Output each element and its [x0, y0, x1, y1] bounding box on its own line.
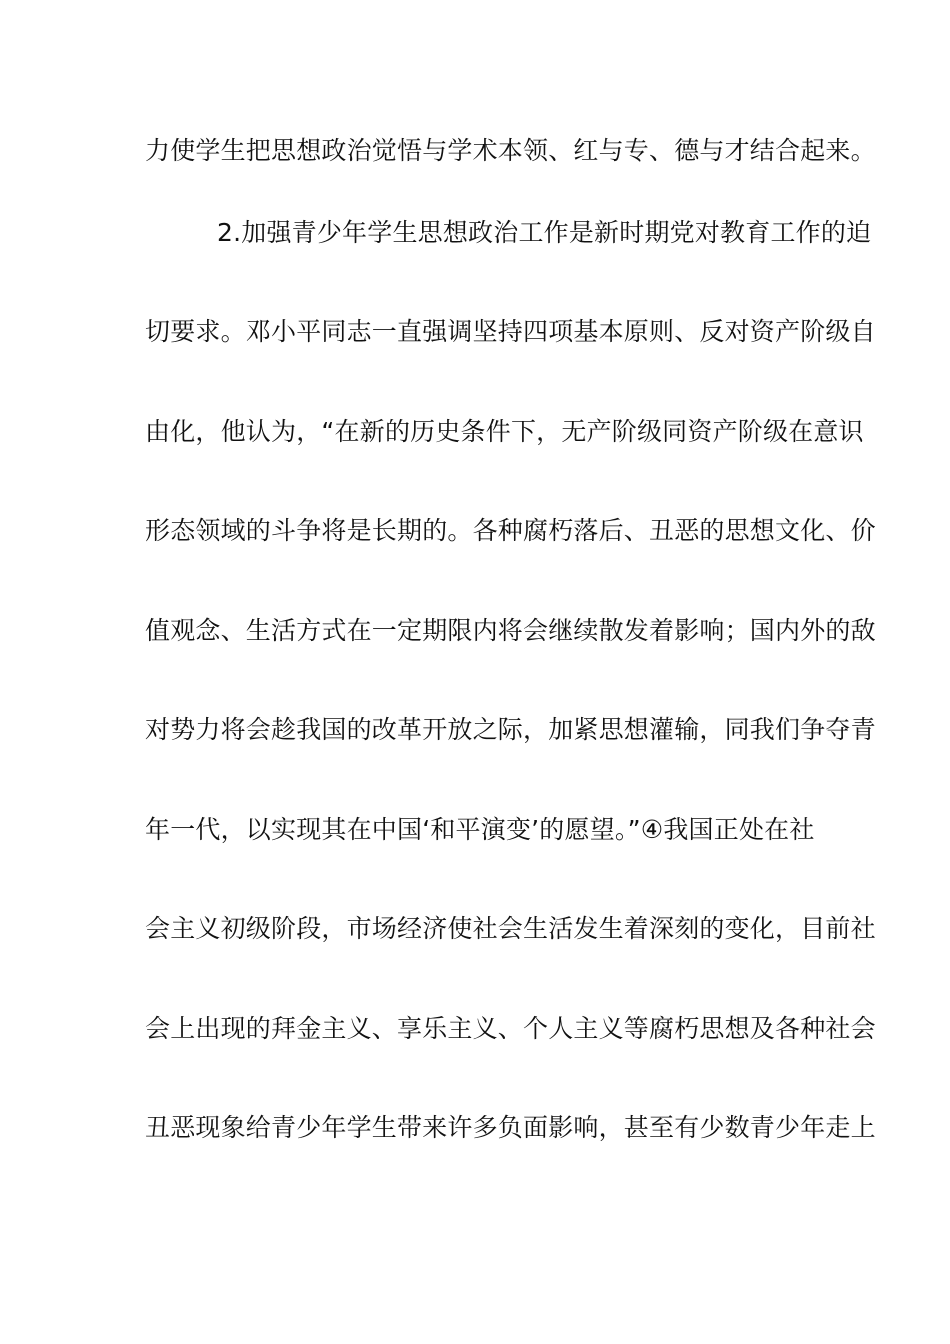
- text-line: 由化，他认为，“在新的历史条件下，无产阶级同资产阶级在意识: [145, 417, 864, 446]
- text-line: 会主义初级阶段，市场经济使社会生活发生着深刻的变化，目前社: [145, 914, 876, 943]
- text-line: 值观念、生活方式在一定期限内将会继续散发着影响；国内外的敌: [145, 616, 876, 645]
- text-line: 切要求。邓小平同志一直强调坚持四项基本原则、反对资产阶级自: [145, 317, 876, 346]
- text-line: 对势力将会趁我国的改革开放之际，加紧思想灌输，同我们争夺青: [145, 715, 876, 744]
- text-line: 力使学生把思想政治觉悟与学术本领、红与专、德与才结合起来。: [145, 136, 876, 165]
- text-line: 形态领域的斗争将是长期的。各种腐朽落后、丑恶的思想文化、价: [145, 516, 876, 545]
- text-line: 年一代，以实现其在中国‘和平演变’的愿望。”④我国正处在社: [145, 815, 815, 844]
- paragraph-start-line: 2.加强青少年学生思想政治工作是新时期党对教育工作的迫: [217, 218, 872, 247]
- text-line: 会上出现的拜金主义、享乐主义、个人主义等腐朽思想及各种社会: [145, 1014, 876, 1043]
- text-line: 丑恶现象给青少年学生带来许多负面影响，甚至有少数青少年走上: [145, 1113, 876, 1142]
